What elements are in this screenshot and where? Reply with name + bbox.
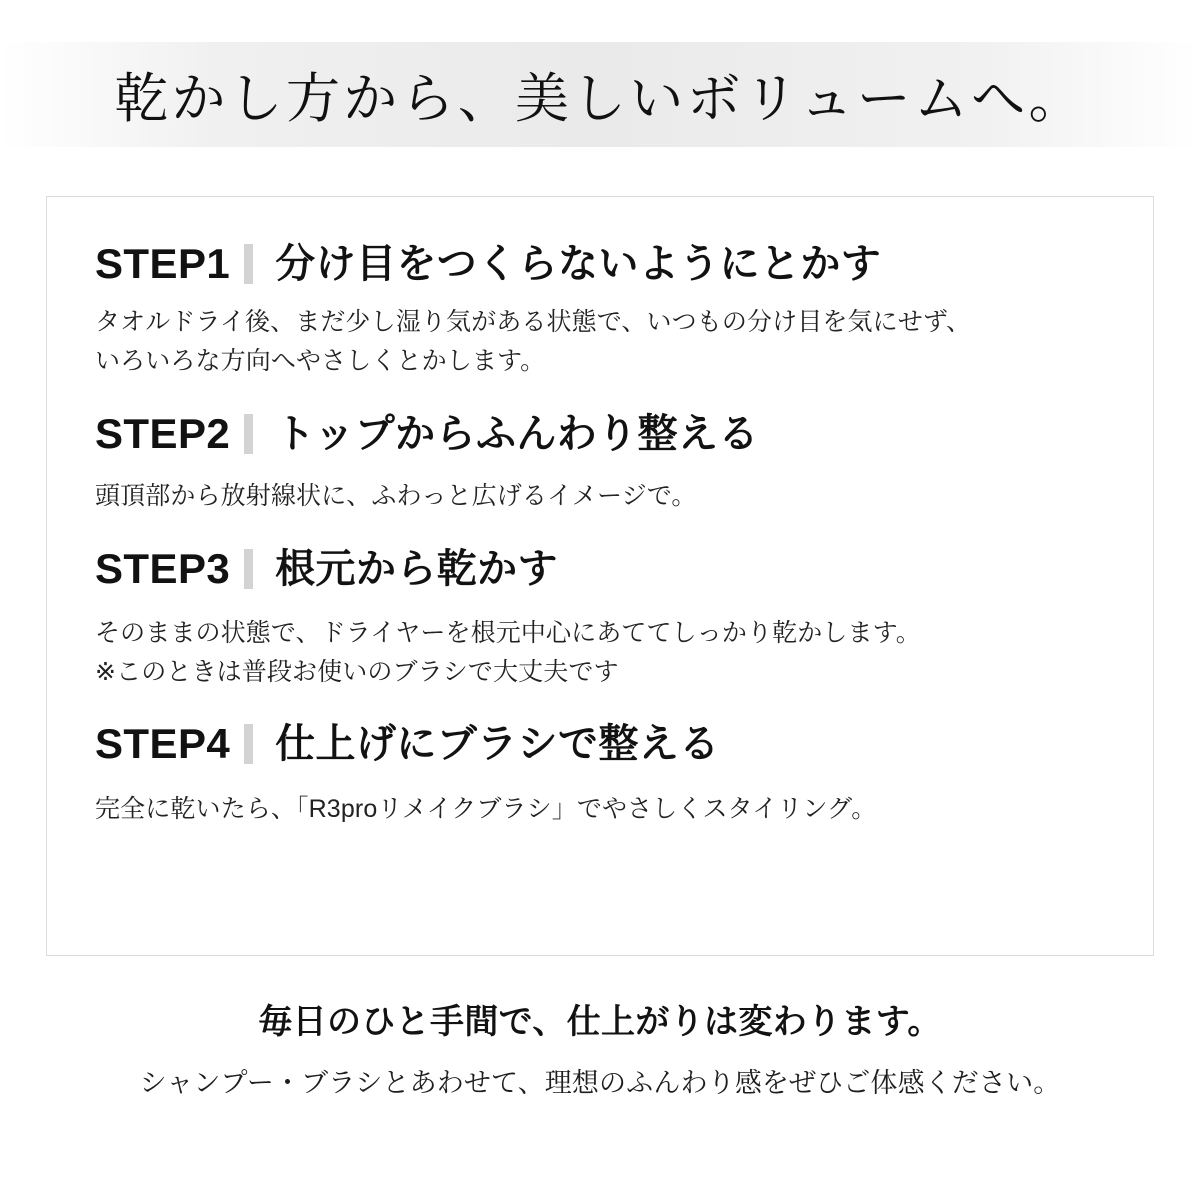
step-divider-icon (244, 414, 253, 454)
step-description-line: 完全に乾いたら、「R3proリメイクブラシ」でやさしくスタイリング。 (95, 794, 877, 823)
page-title: 乾かし方から、美しいボリュームへ。 (114, 69, 1086, 129)
step-description (95, 303, 1105, 381)
step-title: トップからふんわり整える (275, 411, 759, 456)
step-item (95, 721, 1105, 828)
step-item (95, 546, 1105, 692)
step-divider-icon (244, 724, 253, 764)
step-title: 仕上げにブラシで整える (275, 722, 720, 767)
step-description-line: そのままの状態で、ドライヤーを根元中心にあててしっかり乾かします。 (95, 618, 921, 647)
step-label: STEP2 (95, 409, 231, 457)
step-description-line: 頭頂部から放射線状に、ふわっと広げるイメージで。 (95, 481, 697, 510)
step-divider-icon (244, 549, 253, 589)
step-label: STEP1 (95, 240, 231, 287)
footer-headline: 毎日のひと手間で、仕上がりは変わります。 (258, 1003, 942, 1041)
steps-container (46, 196, 1154, 956)
step-divider-icon (244, 244, 253, 284)
step-title: 分け目をつくらないようにとかす (275, 242, 882, 287)
step-description (95, 614, 1105, 692)
step-label: STEP4 (95, 720, 231, 768)
step-description-line: いろいろな方向へやさしくとかします。 (95, 346, 546, 375)
step-header (95, 241, 1105, 287)
step-title: 根元から乾かす (275, 546, 558, 591)
footer-subline: シャンプー・ブラシとあわせて、理想のふんわり感をぜひご体感ください。 (139, 1068, 1061, 1099)
step-description-line: タオルドライ後、まだ少し湿り気がある状態で、いつもの分け目を気にせず、 (95, 308, 972, 337)
step-header (95, 721, 1105, 767)
step-header (95, 546, 1105, 592)
step-item (95, 241, 1105, 381)
header-banner (0, 42, 1200, 147)
step-description (95, 477, 1105, 516)
step-header (95, 411, 1105, 457)
step-label: STEP3 (95, 544, 231, 592)
step-description-line: ※このときは普段お使いのブラシで大丈夫です (95, 657, 619, 686)
step-description (95, 790, 1105, 829)
step-item (95, 411, 1105, 516)
footer-section (0, 1000, 1200, 1101)
